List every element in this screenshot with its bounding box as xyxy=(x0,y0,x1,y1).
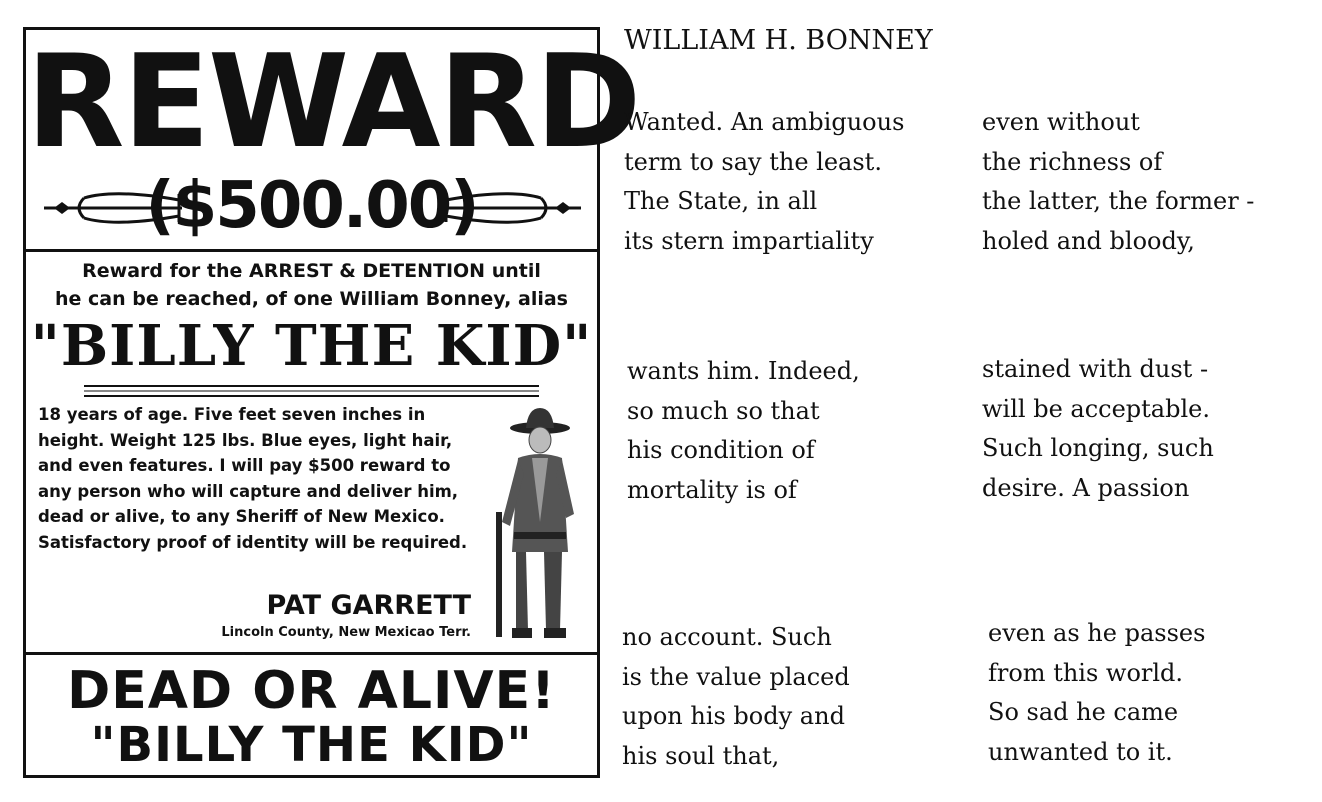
description-text xyxy=(38,402,488,555)
poster-header xyxy=(26,28,640,252)
poem-line: desire. A passion xyxy=(982,473,1190,502)
poem-line: The State, in all xyxy=(624,187,818,215)
description-line: height. Weight 125 lbs. Blue eyes, light hair, xyxy=(38,430,453,450)
poem-line: upon his body and xyxy=(622,702,845,730)
poem-line: no account. Such xyxy=(622,623,832,651)
poem-line: Wanted. An ambiguous xyxy=(624,108,905,136)
poster-headline: REWARD xyxy=(26,28,640,177)
description-line: any person who will capture and deliver him, xyxy=(38,481,459,501)
poem-line: will be acceptable. xyxy=(982,394,1210,423)
intro-line-2: he can be reached, of one William Bonney, alias xyxy=(55,288,568,310)
poem-line: the richness of xyxy=(982,147,1163,176)
poem-line: even without xyxy=(982,108,1140,136)
description-line: 18 years of age. Five feet seven inches in xyxy=(38,405,426,424)
poem-line: wants him. Indeed, xyxy=(627,357,860,385)
description-line: and even features. I will pay $500 reward to xyxy=(38,456,451,475)
poem-line: mortality is of xyxy=(627,475,797,504)
poem-stanza-3 xyxy=(627,352,860,510)
description-line: Satisfactory proof of identity will be required. xyxy=(38,532,468,552)
poem-line: its stern impartiality xyxy=(624,226,874,255)
poem-title: WILLIAM H. BONNEY xyxy=(624,25,933,56)
right-flourish-icon xyxy=(441,188,581,228)
poem-line: even as he passes xyxy=(988,619,1206,647)
alias-heading: "BILLY THE KID" xyxy=(30,313,593,379)
poster-footer xyxy=(26,655,597,775)
wanted-poster xyxy=(23,27,640,778)
poem-line: holed and bloody, xyxy=(982,226,1195,255)
poem-stanza-5 xyxy=(622,618,850,776)
poem-line: from this world. xyxy=(988,658,1184,687)
footer-dead-or-alive: DEAD OR ALIVE! xyxy=(67,661,556,721)
poem-stanza-1 xyxy=(624,103,904,261)
poem-line: So sad he came xyxy=(988,698,1179,726)
poem-line: his condition of xyxy=(627,436,815,464)
poem-stanza-2 xyxy=(982,103,1254,261)
intro-line-1: Reward for the ARREST & DETENTION until xyxy=(82,260,541,282)
poem-stanza-6 xyxy=(988,614,1205,772)
poem-line: stained with dust - xyxy=(982,355,1209,383)
outlaw-portrait-icon xyxy=(482,402,592,652)
poem-line: Such longing, such xyxy=(982,434,1214,462)
poem-line: unwanted to it. xyxy=(988,737,1173,766)
signer-name: PAT GARRETT xyxy=(266,590,471,621)
signer-county: Lincoln County, New Mexicao Terr. xyxy=(221,625,471,640)
footer-alias: "BILLY THE KID" xyxy=(90,717,533,773)
reward-amount: ($500.00) xyxy=(145,169,478,243)
poem-line: term to say the least. xyxy=(624,147,882,176)
double-rule-divider xyxy=(84,382,539,400)
poem-stanza-4 xyxy=(982,350,1214,508)
poem-line: his soul that, xyxy=(622,741,780,770)
poem-line: the latter, the former - xyxy=(982,187,1255,215)
poster-body xyxy=(26,252,597,655)
description-line: dead or alive, to any Sheriff of New Mexico. xyxy=(38,507,445,526)
poem-line: so much so that xyxy=(627,396,820,425)
poem-line: is the value placed xyxy=(622,662,850,691)
